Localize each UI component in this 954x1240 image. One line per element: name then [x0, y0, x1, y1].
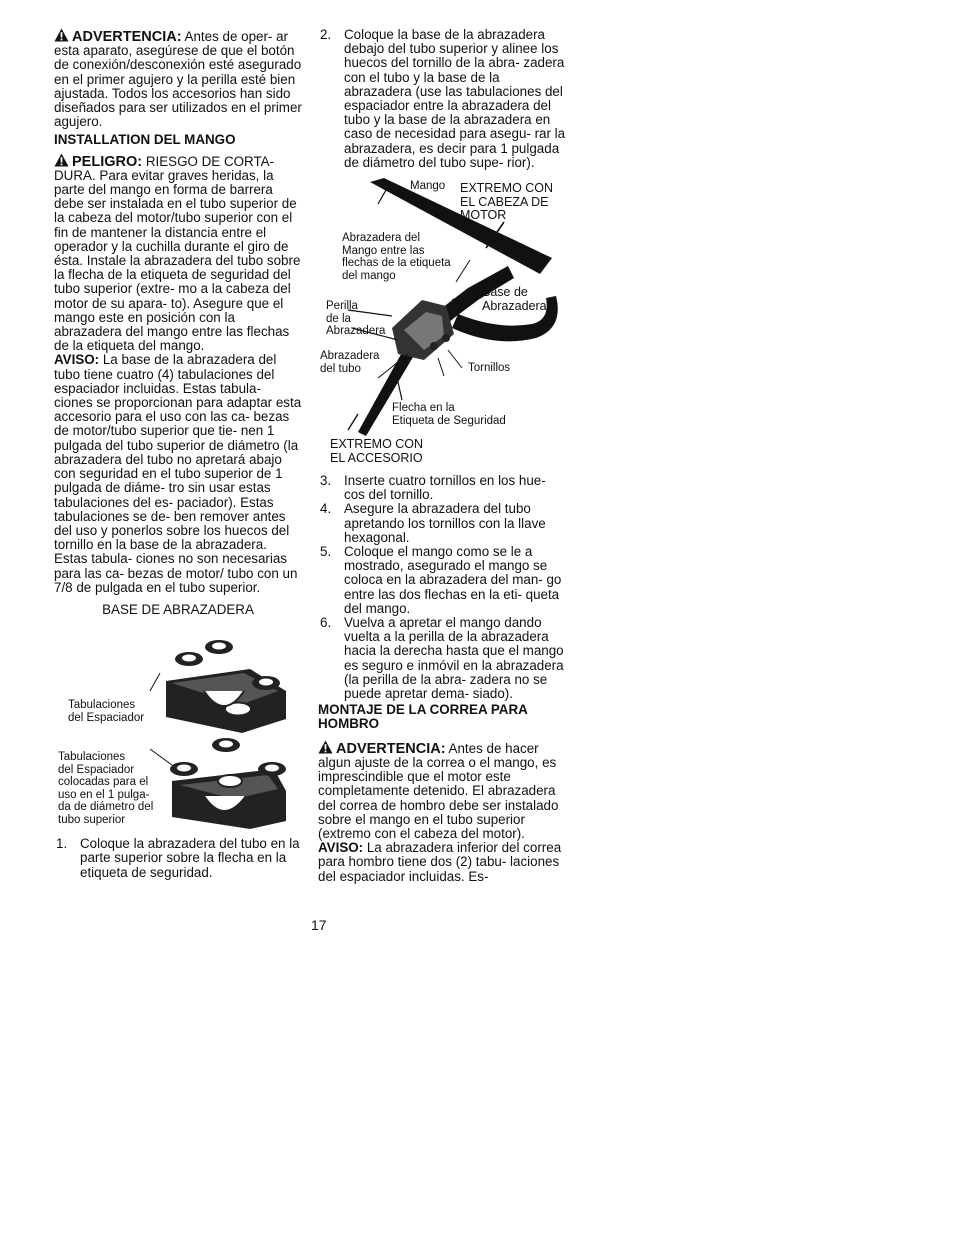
warning-triangle-icon	[54, 28, 69, 42]
left-column	[54, 28, 302, 880]
step-1: 1. Coloque la abrazadera del tubo en la parte superior sobre la flecha en la etiqueta de seguridad.	[56, 836, 300, 880]
steps-list-left	[54, 837, 302, 880]
warning-label-2: ADVERTENCIA:	[318, 741, 446, 757]
step-5: 5. Coloque el mango como se le a mostrado, asegurado el mango se coloca en la abrazadera del man- go entre las dos flechas en la eti- queta del mango.	[320, 544, 562, 616]
label-safety-arrow: Flecha en la Etiqueta de Seguridad	[392, 402, 506, 427]
section-heading-shoulder-strap: MONTAJE DE LA CORREA PARA HOMBRO	[318, 702, 528, 732]
label-tube-clamp: Abrazadera del tubo	[320, 350, 380, 375]
steps-list-right-a	[318, 28, 568, 170]
step-2: 2. Coloque la base de la abrazadera debajo del tubo superior y alinee los huecos del tornillo de la abra- zadera con el tubo y la base de la abrazadera (use las tabulaciones del espaciador entre la abrazadera del tubo y la base de la abrazadera en caso de necesidad para asegu- rar la abrazadera, es decir para 1 pulgada de diámetro del tubo supe- rior).	[320, 27, 566, 170]
aviso-paragraph-1	[54, 353, 302, 594]
label-handle-clamp: Abrazadera del Mango entre las flechas de la etiqueta del mango	[342, 232, 451, 282]
aviso-label-1: AVISO:	[54, 352, 100, 368]
step-3: 3. Inserte cuatro tornillos en los hue- cos del tornillo.	[320, 473, 546, 503]
step-6: 6. Vuelva a apretar el mango dando vuelta a la perilla de la abrazadera hacia la derecha hasta que el mango es seguro e inmóvil en la abrazadera (la perilla de la abra- zadera no se puede apretar dema- siado).	[320, 615, 564, 702]
handle-assembly-figure	[318, 178, 568, 470]
warning-label-1: ADVERTENCIA:	[54, 29, 182, 45]
label-spacer-tabs-top: Tabulaciones del Espaciador	[68, 699, 145, 724]
danger-paragraph	[54, 153, 302, 354]
label-clamp-base: Base de Abrazadera	[482, 285, 547, 313]
danger-text: RIESGO DE CORTA- DURA. Para evitar graves heridas, la parte del mango en forma de barrera debe ser instalada en el tubo superior de la cabeza del motor/tubo superior con el fin de mantener la distancia entre el operador y la cuchilla durante el giro de ésta. Instale la abrazadera del tubo sobre la flecha de la etiqueta de seguridad del tubo superior (extre- mo a la cabeza del motor de su apara- to). Asegure que el mango este en posición con la abrazadera del mango entre las flechas de la etiqueta del mango.	[54, 153, 301, 354]
clamp-base-top-drawing	[150, 640, 286, 733]
warning-triangle-icon	[54, 153, 69, 167]
aviso-text-1: La base de la abrazadera del tubo tiene cuatro (4) tabulaciones del espaciador incluidas. Estas tabula- ciones se proporcionan para adaptar esta accesorio para el uso con las ca- bezas de motor/tubo superior que tie- nen 1 pulgada del tubo superior de diámetro (la abrazadera del tubo no apretará abajo con seguridad en el tubo superior de 1 pulgada de diáme- tro sin usar estas tabulaciones del es- paciador). Estas tabulaciones se de- ben remover antes del uso y ponerlos sobre los huecos del tornillo en la base de la abrazadera. Estas tabula- ciones no son necesarias para las ca- bezas de motor/ tubo con un 7/8 de pulgada en el tubo superior.	[54, 352, 302, 595]
clamp-base-bottom-drawing	[150, 738, 286, 829]
figure-caption-base: BASE DE ABRAZADERA	[102, 601, 254, 617]
warning-text-2: Antes de hacer algun ajuste de la correa o el mango, es imprescindible que el motor este completamente detenido. El abrazadera del correa de hombro debe ser instalado sobre el mango en el tubo superior (extremo con el cabeza del motor).	[318, 740, 559, 841]
steps-list-right-b	[318, 474, 568, 701]
warning-paragraph-1	[54, 28, 302, 129]
clamp-base-figure	[54, 621, 302, 831]
label-screws: Tornillos	[468, 362, 511, 375]
right-column	[318, 28, 568, 884]
danger-label: PELIGRO:	[54, 154, 142, 170]
label-motor-end: EXTREMO CON EL CABEZA DE MOTOR	[460, 181, 554, 223]
label-accessory-end: EXTREMO CON EL ACCESORIO	[330, 437, 424, 465]
warning-text-1: Antes de oper- ar esta aparato, asegúrese de que el botón de conexión/desconexión esté asegurado en el primer agujero y la perilla esté bien ajustada. Todos los accesorios han sido diseñados para ser utilizados en el primer agujero.	[54, 29, 302, 130]
section-heading-installation: INSTALLATION DEL MANGO	[54, 132, 236, 148]
aviso-label-2: AVISO:	[318, 840, 364, 856]
label-spacer-tabs-bottom: Tabulaciones del Espaciador colocadas para el uso en el 1 pulga- da de diámetro del tubo superior	[58, 751, 154, 826]
step-4: 4. Asegure la abrazadera del tubo apretando los tornillos con la llave hexagonal.	[320, 501, 546, 545]
warning-paragraph-2	[318, 740, 568, 841]
label-clamp-knob: Perilla de la Abrazadera	[326, 300, 386, 338]
page-number: 17	[311, 917, 327, 933]
aviso-paragraph-2	[318, 841, 568, 884]
warning-triangle-icon	[318, 740, 333, 754]
label-mango: Mango	[410, 180, 446, 193]
aviso-text-2: La abrazadera inferior del correa para hombro tiene dos (2) tabu- laciones del espaciador incluidas. Es-	[318, 840, 562, 884]
